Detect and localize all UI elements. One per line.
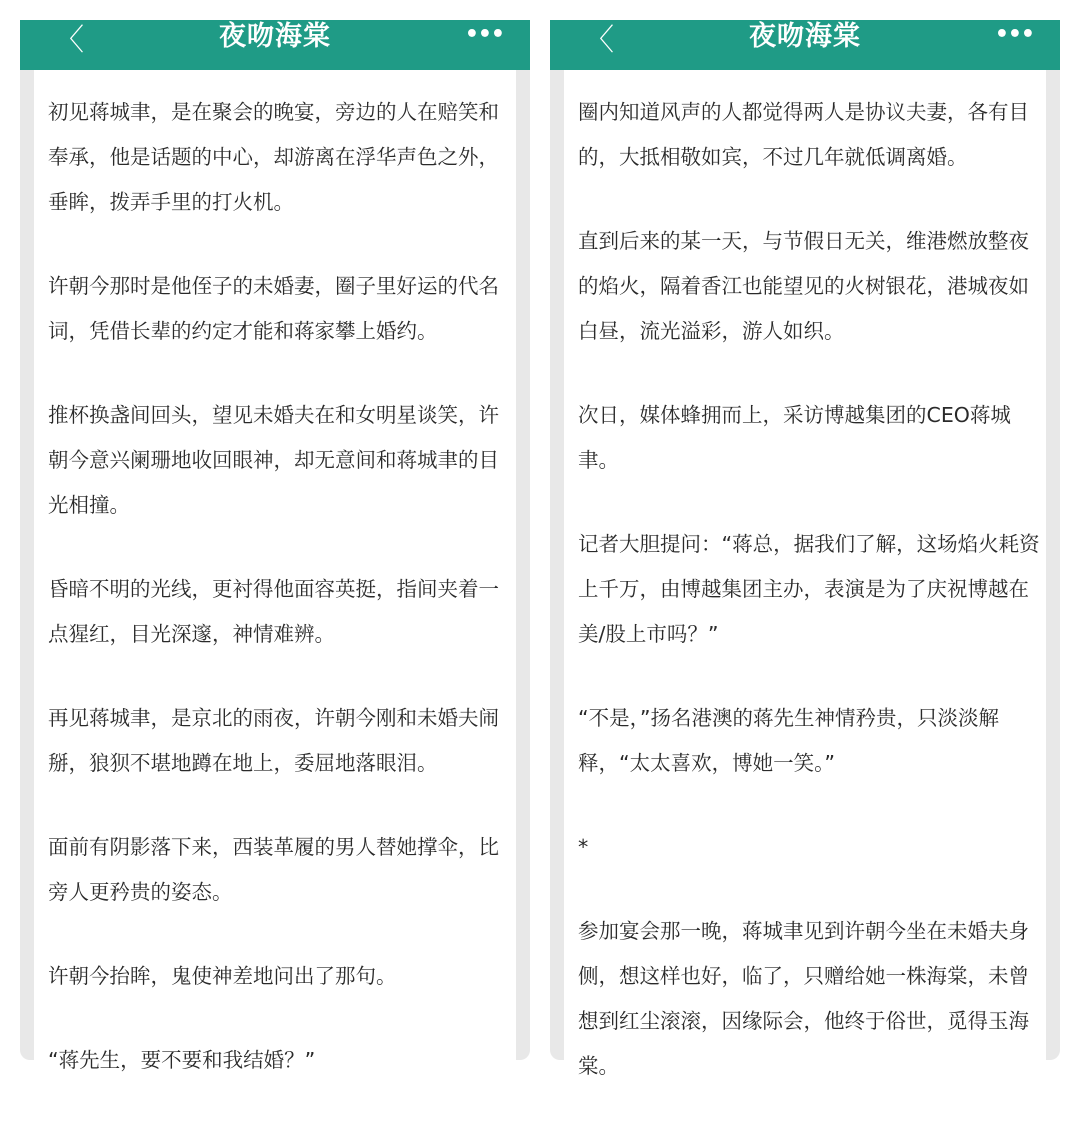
paragraph: 面前有阴影落下来，西装革履的男人替她撑伞，比旁人更矜贵的姿态。 [48,835,499,904]
chevron-left-icon[interactable]: 〈 [584,23,614,58]
page-title: 夜吻海棠 [749,21,861,52]
paragraph: 许朝今抬眸，鬼使神差地问出了那句。 [48,964,397,988]
paragraph: 昏暗不明的光线，更衬得他面容英挺，指间夹着一点猩红，目光深邃，神情难辨。 [48,577,499,646]
paragraph: 圈内知道风声的人都觉得两人是协议夫妻，各有目的，大抵相敬如宾，不过几年就低调离婚。 [578,100,1029,169]
reader-screen-left [20,20,530,1072]
paragraph: 再见蒋城聿，是京北的雨夜，许朝今刚和未婚夫闹掰，狼狈不堪地蹲在地上，委屈地落眼泪。 [48,706,499,775]
paragraph: “不是，”扬名港澳的蒋先生神情矜贵，只淡淡解释，“太太喜欢，博她一笑。” [578,706,999,775]
paragraph: “蒋先生，要不要和我结婚？” [48,1048,316,1072]
more-dots-icon[interactable]: ••• [994,22,1034,47]
chapter-text [578,90,1042,1128]
reading-area[interactable] [34,70,516,1072]
more-dots-icon[interactable]: ••• [464,22,504,47]
chapter-text [48,90,512,1122]
chevron-left-icon[interactable]: 〈 [54,23,84,58]
paragraph: 次日，媒体蜂拥而上，采访博越集团的CEO蒋城聿。 [578,403,1011,472]
paragraph: * [578,835,589,859]
reading-area[interactable] [564,70,1046,1078]
paragraph: 直到后来的某一天，与节假日无关，维港燃放整夜的焰火，隔着香江也能望见的火树银花，港城夜如白昼，流光溢彩，游人如织。 [578,229,1029,343]
page-title: 夜吻海棠 [219,21,331,52]
reader-screen-right [550,20,1060,1078]
paragraph: 初见蒋城聿，是在聚会的晚宴，旁边的人在赔笑和奉承，他是话题的中心，却游离在浮华声色之外，垂眸，拨弄手里的打火机。 [48,100,499,214]
app-header [20,20,530,70]
paragraph: 参加宴会那一晚，蒋城聿见到许朝今坐在未婚夫身侧，想这样也好，临了，只赠给她一株海棠，未曾想到红尘滚滚，因缘际会，他终于俗世，觅得玉海棠。 [578,919,1029,1078]
paragraph: 许朝今那时是他侄子的未婚妻，圈子里好运的代名词，凭借长辈的约定才能和蒋家攀上婚约。 [48,274,499,343]
paragraph: 推杯换盏间回头，望见未婚夫在和女明星谈笑，许朝今意兴阑珊地收回眼神，却无意间和蒋城聿的目光相撞。 [48,403,499,517]
app-header [550,20,1060,70]
paragraph: 记者大胆提问：“蒋总，据我们了解，这场焰火耗资上千万，由博越集团主办，表演是为了庆祝博越在美/股上市吗？” [578,532,1040,646]
